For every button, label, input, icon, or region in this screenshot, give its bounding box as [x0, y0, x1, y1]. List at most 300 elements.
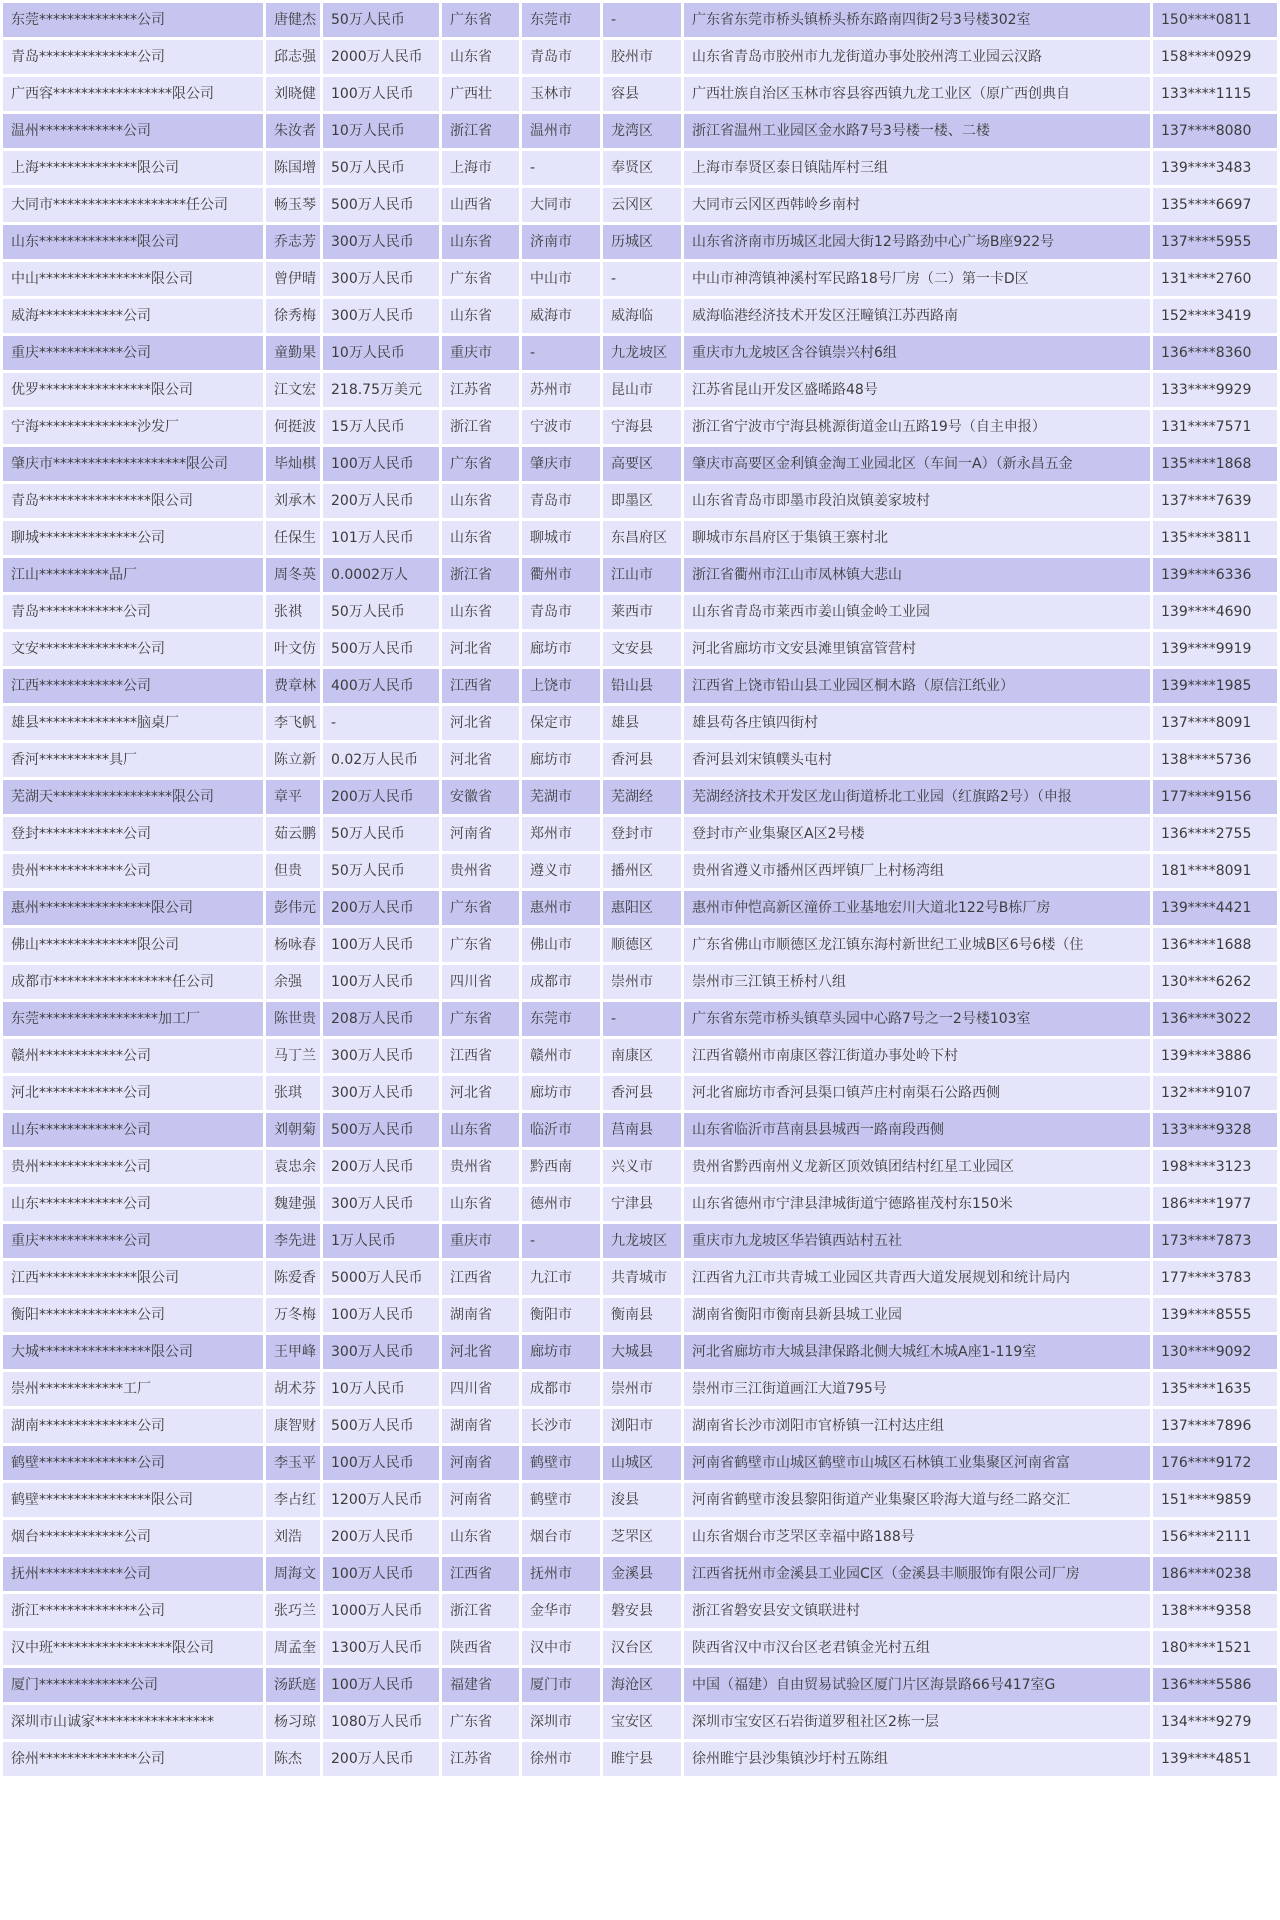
cell-registered-capital: 50万人民币	[323, 151, 439, 185]
cell-legal-person: 张祺	[266, 595, 320, 629]
cell-company-name: 东莞**************公司	[3, 3, 263, 37]
cell-legal-person: 陈国增	[266, 151, 320, 185]
table-row	[3, 1335, 1277, 1369]
cell-company-name: 浙江**************公司	[3, 1594, 263, 1628]
table-row	[3, 1520, 1277, 1554]
cell-city: 九江市	[522, 1261, 600, 1295]
cell-phone: 136****2755	[1153, 817, 1277, 851]
cell-phone: 158****0929	[1153, 40, 1277, 74]
cell-company-name: 汉中班*****************限公司	[3, 1631, 263, 1665]
cell-province: 重庆市	[442, 336, 519, 370]
table-row	[3, 336, 1277, 370]
cell-company-name: 中山****************限公司	[3, 262, 263, 296]
cell-phone: 133****9929	[1153, 373, 1277, 407]
cell-legal-person: 刘承木	[266, 484, 320, 518]
cell-district: 磐安县	[603, 1594, 681, 1628]
cell-district: 香河县	[603, 743, 681, 777]
table-row	[3, 1483, 1277, 1517]
cell-address: 浙江省衢州市江山市凤林镇大悲山	[684, 558, 1150, 592]
cell-phone: 130****6262	[1153, 965, 1277, 999]
table-row	[3, 1261, 1277, 1295]
cell-legal-person: 张琪	[266, 1076, 320, 1110]
cell-legal-person: 刘朝菊	[266, 1113, 320, 1147]
cell-province: 江西省	[442, 1039, 519, 1073]
cell-city: 佛山市	[522, 928, 600, 962]
cell-registered-capital: 100万人民币	[323, 447, 439, 481]
cell-registered-capital: 100万人民币	[323, 928, 439, 962]
cell-legal-person: 刘晓健	[266, 77, 320, 111]
cell-phone: 150****0811	[1153, 3, 1277, 37]
cell-province: 广东省	[442, 262, 519, 296]
cell-company-name: 鹤壁**************公司	[3, 1446, 263, 1480]
cell-phone: 139****4421	[1153, 891, 1277, 925]
cell-district: 宝安区	[603, 1705, 681, 1739]
cell-city: 威海市	[522, 299, 600, 333]
table-row	[3, 891, 1277, 925]
cell-company-name: 贵州************公司	[3, 854, 263, 888]
cell-district: 东昌府区	[603, 521, 681, 555]
cell-address: 贵州省遵义市播州区西坪镇厂上村杨湾组	[684, 854, 1150, 888]
cell-legal-person: 汤跃庭	[266, 1668, 320, 1702]
cell-legal-person: 袁忠余	[266, 1150, 320, 1184]
cell-registered-capital: 1080万人民币	[323, 1705, 439, 1739]
cell-legal-person: 朱汝者	[266, 114, 320, 148]
cell-phone: 135****1868	[1153, 447, 1277, 481]
cell-company-name: 河北************公司	[3, 1076, 263, 1110]
table-row	[3, 1224, 1277, 1258]
cell-legal-person: 费章林	[266, 669, 320, 703]
table-row	[3, 3, 1277, 37]
cell-address: 浙江省宁波市宁海县桃源街道金山五路19号（自主申报）	[684, 410, 1150, 444]
cell-address: 山东省烟台市芝罘区幸福中路188号	[684, 1520, 1150, 1554]
cell-district: 兴义市	[603, 1150, 681, 1184]
cell-district: 铅山县	[603, 669, 681, 703]
cell-legal-person: 任保生	[266, 521, 320, 555]
cell-city: 成都市	[522, 965, 600, 999]
table-row	[3, 1039, 1277, 1073]
cell-province: 广西壮	[442, 77, 519, 111]
cell-city: 抚州市	[522, 1557, 600, 1591]
cell-district: 崇州市	[603, 1372, 681, 1406]
cell-legal-person: 马丁兰	[266, 1039, 320, 1073]
cell-province: 山东省	[442, 521, 519, 555]
cell-company-name: 衡阳**************公司	[3, 1298, 263, 1332]
cell-company-name: 温州************公司	[3, 114, 263, 148]
cell-address: 聊城市东昌府区于集镇王寨村北	[684, 521, 1150, 555]
cell-phone: 134****9279	[1153, 1705, 1277, 1739]
cell-province: 河北省	[442, 1335, 519, 1369]
cell-company-name: 宁海**************沙发厂	[3, 410, 263, 444]
table-row	[3, 299, 1277, 333]
cell-phone: 139****1985	[1153, 669, 1277, 703]
cell-address: 崇州市三江镇王桥村八组	[684, 965, 1150, 999]
cell-province: 陕西省	[442, 1631, 519, 1665]
cell-phone: 186****1977	[1153, 1187, 1277, 1221]
cell-phone: 137****7896	[1153, 1409, 1277, 1443]
cell-registered-capital: 0.02万人民币	[323, 743, 439, 777]
cell-address: 崇州市三江街道画江大道795号	[684, 1372, 1150, 1406]
cell-city: 郑州市	[522, 817, 600, 851]
cell-legal-person: 童勤果	[266, 336, 320, 370]
cell-city: 黔西南	[522, 1150, 600, 1184]
cell-province: 山东省	[442, 299, 519, 333]
cell-city: 中山市	[522, 262, 600, 296]
cell-province: 贵州省	[442, 1150, 519, 1184]
cell-legal-person: 唐健杰	[266, 3, 320, 37]
cell-province: 江苏省	[442, 373, 519, 407]
cell-address: 江西省上饶市铅山县工业园区桐木路（原信江纸业）	[684, 669, 1150, 703]
cell-company-name: 深圳市山诚家*****************	[3, 1705, 263, 1739]
table-row	[3, 928, 1277, 962]
cell-city: 东莞市	[522, 3, 600, 37]
cell-phone: 177****9156	[1153, 780, 1277, 814]
cell-province: 浙江省	[442, 114, 519, 148]
cell-district: 芝罘区	[603, 1520, 681, 1554]
cell-company-name: 徐州**************公司	[3, 1742, 263, 1776]
cell-phone: 136****8360	[1153, 336, 1277, 370]
cell-registered-capital: 200万人民币	[323, 1520, 439, 1554]
cell-address: 山东省青岛市胶州市九龙街道办事处胶州湾工业园云汉路	[684, 40, 1150, 74]
cell-province: 贵州省	[442, 854, 519, 888]
cell-address: 重庆市九龙坡区华岩镇西站村五社	[684, 1224, 1150, 1258]
cell-province: 安徽省	[442, 780, 519, 814]
cell-registered-capital: 300万人民币	[323, 299, 439, 333]
cell-registered-capital: 200万人民币	[323, 1742, 439, 1776]
cell-company-name: 聊城**************公司	[3, 521, 263, 555]
table-row	[3, 1631, 1277, 1665]
cell-address: 山东省德州市宁津县津城街道宁德路崔茂村东150米	[684, 1187, 1150, 1221]
cell-city: 宁波市	[522, 410, 600, 444]
cell-legal-person: 周海文	[266, 1557, 320, 1591]
cell-province: 江西省	[442, 669, 519, 703]
cell-address: 湖南省长沙市浏阳市官桥镇一江村达庄组	[684, 1409, 1150, 1443]
cell-phone: 137****5955	[1153, 225, 1277, 259]
cell-registered-capital: 5000万人民币	[323, 1261, 439, 1295]
table-row	[3, 558, 1277, 592]
cell-province: 山东省	[442, 1187, 519, 1221]
cell-district: 龙湾区	[603, 114, 681, 148]
cell-city: 烟台市	[522, 1520, 600, 1554]
cell-registered-capital: 50万人民币	[323, 817, 439, 851]
cell-registered-capital: 200万人民币	[323, 780, 439, 814]
cell-phone: 139****4851	[1153, 1742, 1277, 1776]
cell-city: 鹤壁市	[522, 1446, 600, 1480]
cell-company-name: 赣州************公司	[3, 1039, 263, 1073]
cell-registered-capital: 400万人民币	[323, 669, 439, 703]
cell-city: 玉林市	[522, 77, 600, 111]
cell-province: 河北省	[442, 743, 519, 777]
cell-district: 南康区	[603, 1039, 681, 1073]
cell-district: 威海临	[603, 299, 681, 333]
cell-registered-capital: 2000万人民币	[323, 40, 439, 74]
cell-address: 河北省廊坊市香河县渠口镇芦庄村南渠石公路西侧	[684, 1076, 1150, 1110]
cell-address: 河北省廊坊市大城县津保路北侧大城红木城A座1-119室	[684, 1335, 1150, 1369]
cell-address: 重庆市九龙坡区含谷镇崇兴村6组	[684, 336, 1150, 370]
cell-phone: 136****1688	[1153, 928, 1277, 962]
cell-address: 上海市奉贤区泰日镇陆厍村三组	[684, 151, 1150, 185]
cell-legal-person: 胡术芬	[266, 1372, 320, 1406]
cell-legal-person: 江文宏	[266, 373, 320, 407]
cell-district: 莱西市	[603, 595, 681, 629]
cell-province: 河南省	[442, 1483, 519, 1517]
cell-district: 历城区	[603, 225, 681, 259]
cell-phone: 181****8091	[1153, 854, 1277, 888]
cell-province: 河北省	[442, 1076, 519, 1110]
cell-address: 中山市神湾镇神溪村军民路18号厂房（二）第一卡D区	[684, 262, 1150, 296]
cell-province: 山东省	[442, 484, 519, 518]
cell-company-name: 山东************公司	[3, 1187, 263, 1221]
cell-registered-capital: 200万人民币	[323, 1150, 439, 1184]
cell-city: 东莞市	[522, 1002, 600, 1036]
cell-address: 惠州市仲恺高新区潼侨工业基地宏川大道北122号B栋厂房	[684, 891, 1150, 925]
table-row	[3, 484, 1277, 518]
cell-legal-person: 但贵	[266, 854, 320, 888]
table-row	[3, 1742, 1277, 1776]
cell-district: 江山市	[603, 558, 681, 592]
cell-province: 山东省	[442, 1113, 519, 1147]
cell-company-name: 山东**************限公司	[3, 225, 263, 259]
cell-district: 衡南县	[603, 1298, 681, 1332]
cell-address: 香河县刘宋镇幞头屯村	[684, 743, 1150, 777]
table-row	[3, 743, 1277, 777]
table-row	[3, 1705, 1277, 1739]
cell-legal-person: 周孟奎	[266, 1631, 320, 1665]
table-row	[3, 447, 1277, 481]
cell-phone: 139****6336	[1153, 558, 1277, 592]
cell-legal-person: 茹云鹏	[266, 817, 320, 851]
cell-city: 遵义市	[522, 854, 600, 888]
cell-legal-person: 周冬英	[266, 558, 320, 592]
cell-company-name: 青岛****************限公司	[3, 484, 263, 518]
cell-registered-capital: 100万人民币	[323, 965, 439, 999]
table-row	[3, 262, 1277, 296]
cell-province: 山东省	[442, 1520, 519, 1554]
table-row	[3, 1113, 1277, 1147]
cell-province: 福建省	[442, 1668, 519, 1702]
cell-legal-person: 彭伟元	[266, 891, 320, 925]
cell-city: 肇庆市	[522, 447, 600, 481]
cell-province: 河北省	[442, 632, 519, 666]
cell-phone: 177****3783	[1153, 1261, 1277, 1295]
cell-registered-capital: 50万人民币	[323, 595, 439, 629]
cell-province: 湖南省	[442, 1409, 519, 1443]
cell-province: 河南省	[442, 817, 519, 851]
cell-address: 浙江省温州工业园区金水路7号3号楼一楼、二楼	[684, 114, 1150, 148]
cell-city: 汉中市	[522, 1631, 600, 1665]
cell-phone: 138****9358	[1153, 1594, 1277, 1628]
cell-phone: 139****3886	[1153, 1039, 1277, 1073]
cell-city: 廊坊市	[522, 632, 600, 666]
cell-province: 广东省	[442, 1705, 519, 1739]
table-row	[3, 151, 1277, 185]
cell-city: 温州市	[522, 114, 600, 148]
cell-province: 江苏省	[442, 1742, 519, 1776]
cell-company-name: 惠州****************限公司	[3, 891, 263, 925]
cell-city: 鹤壁市	[522, 1483, 600, 1517]
table-row	[3, 373, 1277, 407]
cell-city: 衢州市	[522, 558, 600, 592]
cell-legal-person: 李玉平	[266, 1446, 320, 1480]
table-row	[3, 632, 1277, 666]
cell-district: 九龙坡区	[603, 336, 681, 370]
cell-district: -	[603, 262, 681, 296]
cell-company-name: 登封************公司	[3, 817, 263, 851]
cell-registered-capital: 500万人民币	[323, 188, 439, 222]
cell-company-name: 厦门*************公司	[3, 1668, 263, 1702]
cell-district: 顺德区	[603, 928, 681, 962]
cell-district: 宁津县	[603, 1187, 681, 1221]
cell-registered-capital: 300万人民币	[323, 225, 439, 259]
cell-address: 广东省东莞市桥头镇草头园中心路7号之一2号楼103室	[684, 1002, 1150, 1036]
cell-company-name: 青岛**************公司	[3, 40, 263, 74]
cell-phone: 130****9092	[1153, 1335, 1277, 1369]
cell-phone: 135****3811	[1153, 521, 1277, 555]
cell-city: -	[522, 151, 600, 185]
cell-city: 德州市	[522, 1187, 600, 1221]
cell-address: 肇庆市高要区金利镇金淘工业园北区（车间一A）（新永昌五金	[684, 447, 1150, 481]
cell-district: 胶州市	[603, 40, 681, 74]
cell-city: 徐州市	[522, 1742, 600, 1776]
cell-registered-capital: 10万人民币	[323, 336, 439, 370]
cell-phone: 152****3419	[1153, 299, 1277, 333]
cell-company-name: 重庆************公司	[3, 1224, 263, 1258]
cell-legal-person: 陈立新	[266, 743, 320, 777]
cell-district: 山城区	[603, 1446, 681, 1480]
cell-phone: 137****8091	[1153, 706, 1277, 740]
cell-province: 浙江省	[442, 558, 519, 592]
cell-phone: 176****9172	[1153, 1446, 1277, 1480]
cell-address: 雄县苟各庄镇四街村	[684, 706, 1150, 740]
cell-registered-capital: 300万人民币	[323, 1187, 439, 1221]
cell-phone: 180****1521	[1153, 1631, 1277, 1665]
cell-city: 赣州市	[522, 1039, 600, 1073]
cell-registered-capital: 218.75万美元	[323, 373, 439, 407]
cell-district: 即墨区	[603, 484, 681, 518]
cell-company-name: 青岛************公司	[3, 595, 263, 629]
table-row	[3, 1150, 1277, 1184]
table-row	[3, 965, 1277, 999]
cell-city: 聊城市	[522, 521, 600, 555]
cell-district: 播州区	[603, 854, 681, 888]
cell-phone: 135****1635	[1153, 1372, 1277, 1406]
cell-company-name: 大同市*******************任公司	[3, 188, 263, 222]
cell-company-name: 江西************公司	[3, 669, 263, 703]
cell-district: 浚县	[603, 1483, 681, 1517]
table-row	[3, 1409, 1277, 1443]
cell-province: 江西省	[442, 1261, 519, 1295]
cell-legal-person: 何挺波	[266, 410, 320, 444]
cell-phone: 133****1115	[1153, 77, 1277, 111]
cell-city: 深圳市	[522, 1705, 600, 1739]
cell-registered-capital: 1200万人民币	[323, 1483, 439, 1517]
cell-legal-person: 杨咏春	[266, 928, 320, 962]
cell-address: 河北省廊坊市文安县滩里镇富管营村	[684, 632, 1150, 666]
table-row	[3, 188, 1277, 222]
cell-province: 上海市	[442, 151, 519, 185]
cell-address: 中国（福建）自由贸易试验区厦门片区海景路66号417室G	[684, 1668, 1150, 1702]
cell-registered-capital: 300万人民币	[323, 1039, 439, 1073]
cell-phone: 133****9328	[1153, 1113, 1277, 1147]
cell-address: 浙江省磐安县安文镇联进村	[684, 1594, 1150, 1628]
cell-company-name: 成都市*****************任公司	[3, 965, 263, 999]
cell-province: 广东省	[442, 1002, 519, 1036]
cell-legal-person: 乔志芳	[266, 225, 320, 259]
cell-address: 广西壮族自治区玉林市容县容西镇九龙工业区（原广西创典自	[684, 77, 1150, 111]
cell-city: -	[522, 336, 600, 370]
cell-phone: 139****3483	[1153, 151, 1277, 185]
cell-legal-person: 叶文仿	[266, 632, 320, 666]
cell-company-name: 崇州************工厂	[3, 1372, 263, 1406]
cell-district: 莒南县	[603, 1113, 681, 1147]
cell-company-name: 芜湖天*****************限公司	[3, 780, 263, 814]
cell-city: 金华市	[522, 1594, 600, 1628]
cell-address: 徐州睢宁县沙集镇沙圩村五陈组	[684, 1742, 1150, 1776]
cell-registered-capital: 300万人民币	[323, 262, 439, 296]
cell-district: 雄县	[603, 706, 681, 740]
cell-city: 济南市	[522, 225, 600, 259]
cell-legal-person: 章平	[266, 780, 320, 814]
cell-legal-person: 曾伊晴	[266, 262, 320, 296]
cell-district: -	[603, 3, 681, 37]
cell-district: 登封市	[603, 817, 681, 851]
cell-district: -	[603, 1002, 681, 1036]
table-row	[3, 1076, 1277, 1110]
cell-company-name: 江西**************限公司	[3, 1261, 263, 1295]
cell-legal-person: 王甲峰	[266, 1335, 320, 1369]
cell-legal-person: 陈杰	[266, 1742, 320, 1776]
cell-registered-capital: 1万人民币	[323, 1224, 439, 1258]
table-row	[3, 669, 1277, 703]
cell-phone: 186****0238	[1153, 1557, 1277, 1591]
cell-district: 九龙坡区	[603, 1224, 681, 1258]
cell-legal-person: 魏建强	[266, 1187, 320, 1221]
cell-district: 惠阳区	[603, 891, 681, 925]
cell-address: 深圳市宝安区石岩街道罗租社区2栋一层	[684, 1705, 1150, 1739]
cell-registered-capital: 50万人民币	[323, 3, 439, 37]
cell-address: 江西省赣州市南康区蓉江街道办事处岭下村	[684, 1039, 1150, 1073]
cell-district: 崇州市	[603, 965, 681, 999]
cell-registered-capital: 10万人民币	[323, 1372, 439, 1406]
cell-registered-capital: 100万人民币	[323, 1446, 439, 1480]
cell-legal-person: 邱志强	[266, 40, 320, 74]
cell-province: 山东省	[442, 225, 519, 259]
table-row	[3, 854, 1277, 888]
cell-address: 山东省临沂市莒南县县城西一路南段西侧	[684, 1113, 1150, 1147]
cell-city: 衡阳市	[522, 1298, 600, 1332]
cell-address: 陕西省汉中市汉台区老君镇金光村五组	[684, 1631, 1150, 1665]
cell-district: 奉贤区	[603, 151, 681, 185]
cell-address: 山东省青岛市莱西市姜山镇金岭工业园	[684, 595, 1150, 629]
cell-registered-capital: 1000万人民币	[323, 1594, 439, 1628]
cell-address: 芜湖经济技术开发区龙山街道桥北工业园（红旗路2号）（申报	[684, 780, 1150, 814]
cell-address: 江西省抚州市金溪县工业园C区（金溪县丰顺服饰有限公司厂房	[684, 1557, 1150, 1591]
cell-registered-capital: 500万人民币	[323, 632, 439, 666]
cell-province: 四川省	[442, 965, 519, 999]
cell-district: 云冈区	[603, 188, 681, 222]
cell-registered-capital: 15万人民币	[323, 410, 439, 444]
cell-city: 廊坊市	[522, 743, 600, 777]
cell-company-name: 江山**********品厂	[3, 558, 263, 592]
cell-company-name: 上海**************限公司	[3, 151, 263, 185]
table-row	[3, 1668, 1277, 1702]
cell-address: 湖南省衡阳市衡南县新县城工业园	[684, 1298, 1150, 1332]
table-row	[3, 1557, 1277, 1591]
cell-legal-person: 万冬梅	[266, 1298, 320, 1332]
cell-district: 容县	[603, 77, 681, 111]
cell-company-name: 肇庆市*******************限公司	[3, 447, 263, 481]
table-row	[3, 1187, 1277, 1221]
cell-address: 登封市产业集聚区A区2号楼	[684, 817, 1150, 851]
